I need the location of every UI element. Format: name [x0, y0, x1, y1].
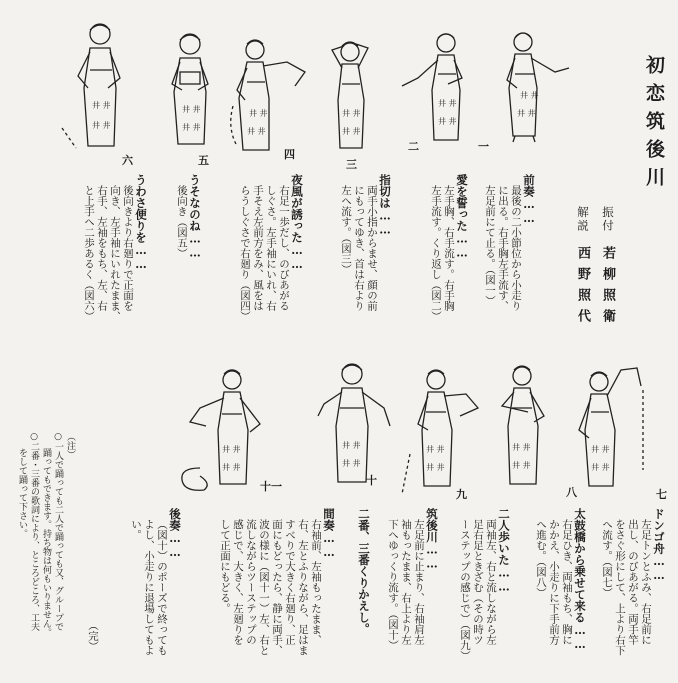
svg-text:井 井: 井 井 — [426, 463, 445, 472]
futari-aruita-line-2: 足右足ときざむ（その時ツ — [472, 519, 484, 645]
svg-text:井 井: 井 井 — [591, 463, 610, 472]
postlude-line-3: い。 — [130, 519, 142, 540]
figure-number-11: 十一 — [260, 480, 282, 493]
futari-aruita-line-3: ーステップの感じで）（図九） — [459, 519, 471, 661]
svg-text:井 井: 井 井 — [438, 117, 457, 126]
uwasa-dayori-heading: うわさ便りを…… — [134, 174, 148, 271]
svg-text:井 井: 井 井 — [342, 441, 361, 450]
figure-number-3: 三 — [346, 158, 357, 171]
dancer-figure-6 — [60, 18, 140, 162]
svg-text:井 井: 井 井 — [92, 121, 111, 130]
dancer-figure-4 — [225, 36, 310, 165]
choreography-label: 振付 — [601, 206, 615, 233]
yubikiri-line-3: 左へ流す。（図三） — [340, 185, 352, 275]
dancer-figure-5 — [158, 28, 223, 157]
dancer-figure-3 — [318, 36, 388, 165]
chikugogawa-line-3: 下へゆっくり流す。（図十） — [387, 519, 399, 651]
svg-text:井 井: 井 井 — [512, 443, 531, 452]
commentary-label: 解説 — [576, 206, 590, 233]
svg-text:井 井: 井 井 — [342, 127, 361, 136]
svg-text:井 井: 井 井 — [438, 99, 457, 108]
interlude-line-5: 波の様に（図十一）左、右と — [258, 519, 270, 656]
dancer-figure-7 — [565, 360, 650, 504]
prelude-heading: 前奏…… — [522, 174, 536, 225]
interlude-line-7: 感じで、大きく、左廻りを — [232, 519, 244, 645]
note-line-4: をして踊って下さい。 — [17, 448, 27, 538]
yokaze-line-2: しぐさ。左手袖にいれ、右 — [265, 185, 277, 311]
dancer-figure-10 — [312, 356, 397, 500]
interlude-line-3: すべりで大きく右廻り、正 — [284, 519, 296, 645]
yokaze-line-4: らうしぐさで右廻り（図四） — [239, 185, 251, 322]
yubikiri-line-2: にもってゆき、首は右より — [353, 185, 365, 311]
postlude-heading: 後奏…… — [168, 508, 182, 559]
choreographer-name: 若柳照衛 — [600, 246, 615, 330]
note-line-1: ○一人で踊っても二人で踊っても又、グループで — [53, 432, 63, 631]
ai-wo-chikatta-heading: 愛を誓った…… — [455, 174, 469, 260]
svg-text:井 井: 井 井 — [222, 445, 241, 454]
svg-text:井 井: 井 井 — [342, 459, 361, 468]
yokaze-line-1: 右足一歩だし、のびあがる — [278, 185, 290, 311]
interlude-line-2: 右、左とふりながら、足はま — [297, 519, 309, 656]
dongo-bune-line-4: へ流す。（図七） — [601, 519, 613, 598]
dongo-bune-line-1: 左足トンとふみ、右足前に — [640, 519, 652, 645]
end-mark: （完） — [87, 620, 99, 652]
dongo-bune-line-3: をさぐ形にして、上より右下 — [614, 519, 626, 656]
note-line-3: ○二番・三番の歌詞により、ところどころ、工夫 — [29, 432, 39, 631]
postlude-line-2: よし、小走りに退場してもよ — [143, 519, 155, 656]
svg-text:井 井: 井 井 — [92, 101, 111, 110]
figure-number-9: 九 — [456, 488, 467, 501]
uwasa-dayori-line-1: 後向きより右廻りで正面を — [122, 185, 134, 311]
uwasa-dayori-line-2: 向き、左手袖にいれたまま、 — [109, 185, 121, 322]
dancer-figure-1 — [495, 28, 575, 152]
page-title: 初恋筑後川 — [643, 55, 665, 195]
note-label: （注） — [65, 432, 75, 459]
dancer-figure-2 — [398, 30, 493, 154]
uso-nanone-heading: うそなのね…… — [188, 174, 202, 260]
taikobashi-heading: 太鼓橋から乗せて来る…… — [573, 508, 587, 651]
figure-number-5: 五 — [198, 154, 209, 167]
figure-number-1: 一 — [478, 140, 489, 153]
svg-text:井 井: 井 井 — [426, 445, 445, 454]
prelude-line-2: に出る。右手胸左手流す、 — [497, 185, 509, 311]
svg-text:井 井: 井 井 — [591, 445, 610, 454]
svg-text:井 井: 井 井 — [247, 127, 266, 136]
interlude-line-4: 面にもどったら、静に両手、 — [271, 519, 283, 656]
ai-wo-chikatta-line-1: 左手胸、右手流す。右手胸 — [443, 185, 455, 311]
figure-number-7: 七 — [656, 488, 667, 501]
interlude-line-8: して正面にもどる。 — [219, 519, 231, 614]
postlude-line-1: （図十）のポーズで終っても — [156, 519, 168, 656]
dongo-bune-line-2: 出し、のびあがる。両手竿 — [627, 519, 639, 645]
figure-number-2: 二 — [408, 140, 419, 153]
svg-text:井 井: 井 井 — [520, 91, 539, 100]
interlude-line-1: 右袖前、左袖もったまま、 — [310, 519, 322, 645]
futari-aruita-line-1: 両袖左、右と流しながら左 — [485, 519, 497, 645]
dancer-figure-9 — [400, 364, 485, 508]
dongo-bune-heading: ドンゴ舟…… — [652, 508, 666, 582]
uwasa-dayori-line-4: と上手へ二歩あるく（図六） — [83, 185, 95, 322]
yokaze-heading: 夜風が誘った…… — [290, 174, 304, 271]
dancer-figure-8 — [482, 360, 562, 504]
yubikiri-line-1: 両手小指からませ、顔の前 — [366, 185, 378, 311]
ai-wo-chikatta-line-2: 左手流す。くり返し（図二） — [430, 185, 442, 322]
commentator-name: 西野照代 — [575, 246, 590, 330]
svg-text:井 井: 井 井 — [182, 105, 201, 114]
yubikiri-heading: 指切は…… — [378, 174, 392, 237]
svg-text:井 井: 井 井 — [517, 109, 536, 118]
svg-text:井 井: 井 井 — [512, 461, 531, 470]
chikugogawa-line-1: 左足前に止まり、右袖肩左 — [413, 519, 425, 645]
yokaze-line-3: 手そえ左前方をみ、風をは — [252, 185, 264, 311]
svg-text:井 井: 井 井 — [222, 463, 241, 472]
chikugogawa-heading: 筑後川…… — [425, 508, 439, 571]
repeat-verses-heading: 二番、三番くりかえし。 — [357, 508, 371, 635]
figure-number-4: 四 — [284, 148, 295, 161]
svg-text:井 井: 井 井 — [182, 123, 201, 132]
futari-aruita-heading: 二人歩いた…… — [497, 508, 511, 594]
svg-text:井 井: 井 井 — [342, 109, 361, 118]
interlude-line-6: 流しながらツーステップの — [245, 519, 257, 645]
chikugogawa-line-2: 袖もったまま、右上より左 — [400, 519, 412, 645]
taikobashi-line-2: かかえ、小走りに下手前方 — [548, 519, 560, 645]
taikobashi-line-1: 右足ひき、両袖もち、胸に — [561, 519, 573, 645]
prelude-line-3: 左足前にて止る。（図一） — [484, 185, 496, 306]
note-line-2: 踊ってもできます。持ち物は何もいりません。 — [41, 448, 51, 637]
uwasa-dayori-line-3: 右手、左袖をもち、左、右 — [96, 185, 108, 311]
uso-nanone-line-1: 後向き（図五） — [176, 185, 188, 259]
prelude-line-1: 最後の二小節位から小走り — [510, 185, 522, 311]
figure-number-10: 十 — [366, 474, 377, 487]
taikobashi-line-3: へ進む。（図八） — [535, 519, 547, 598]
svg-text:井 井: 井 井 — [249, 109, 268, 118]
interlude-heading: 間奏…… — [322, 508, 336, 559]
figure-number-6: 六 — [122, 154, 133, 167]
figure-number-8: 八 — [566, 486, 577, 499]
